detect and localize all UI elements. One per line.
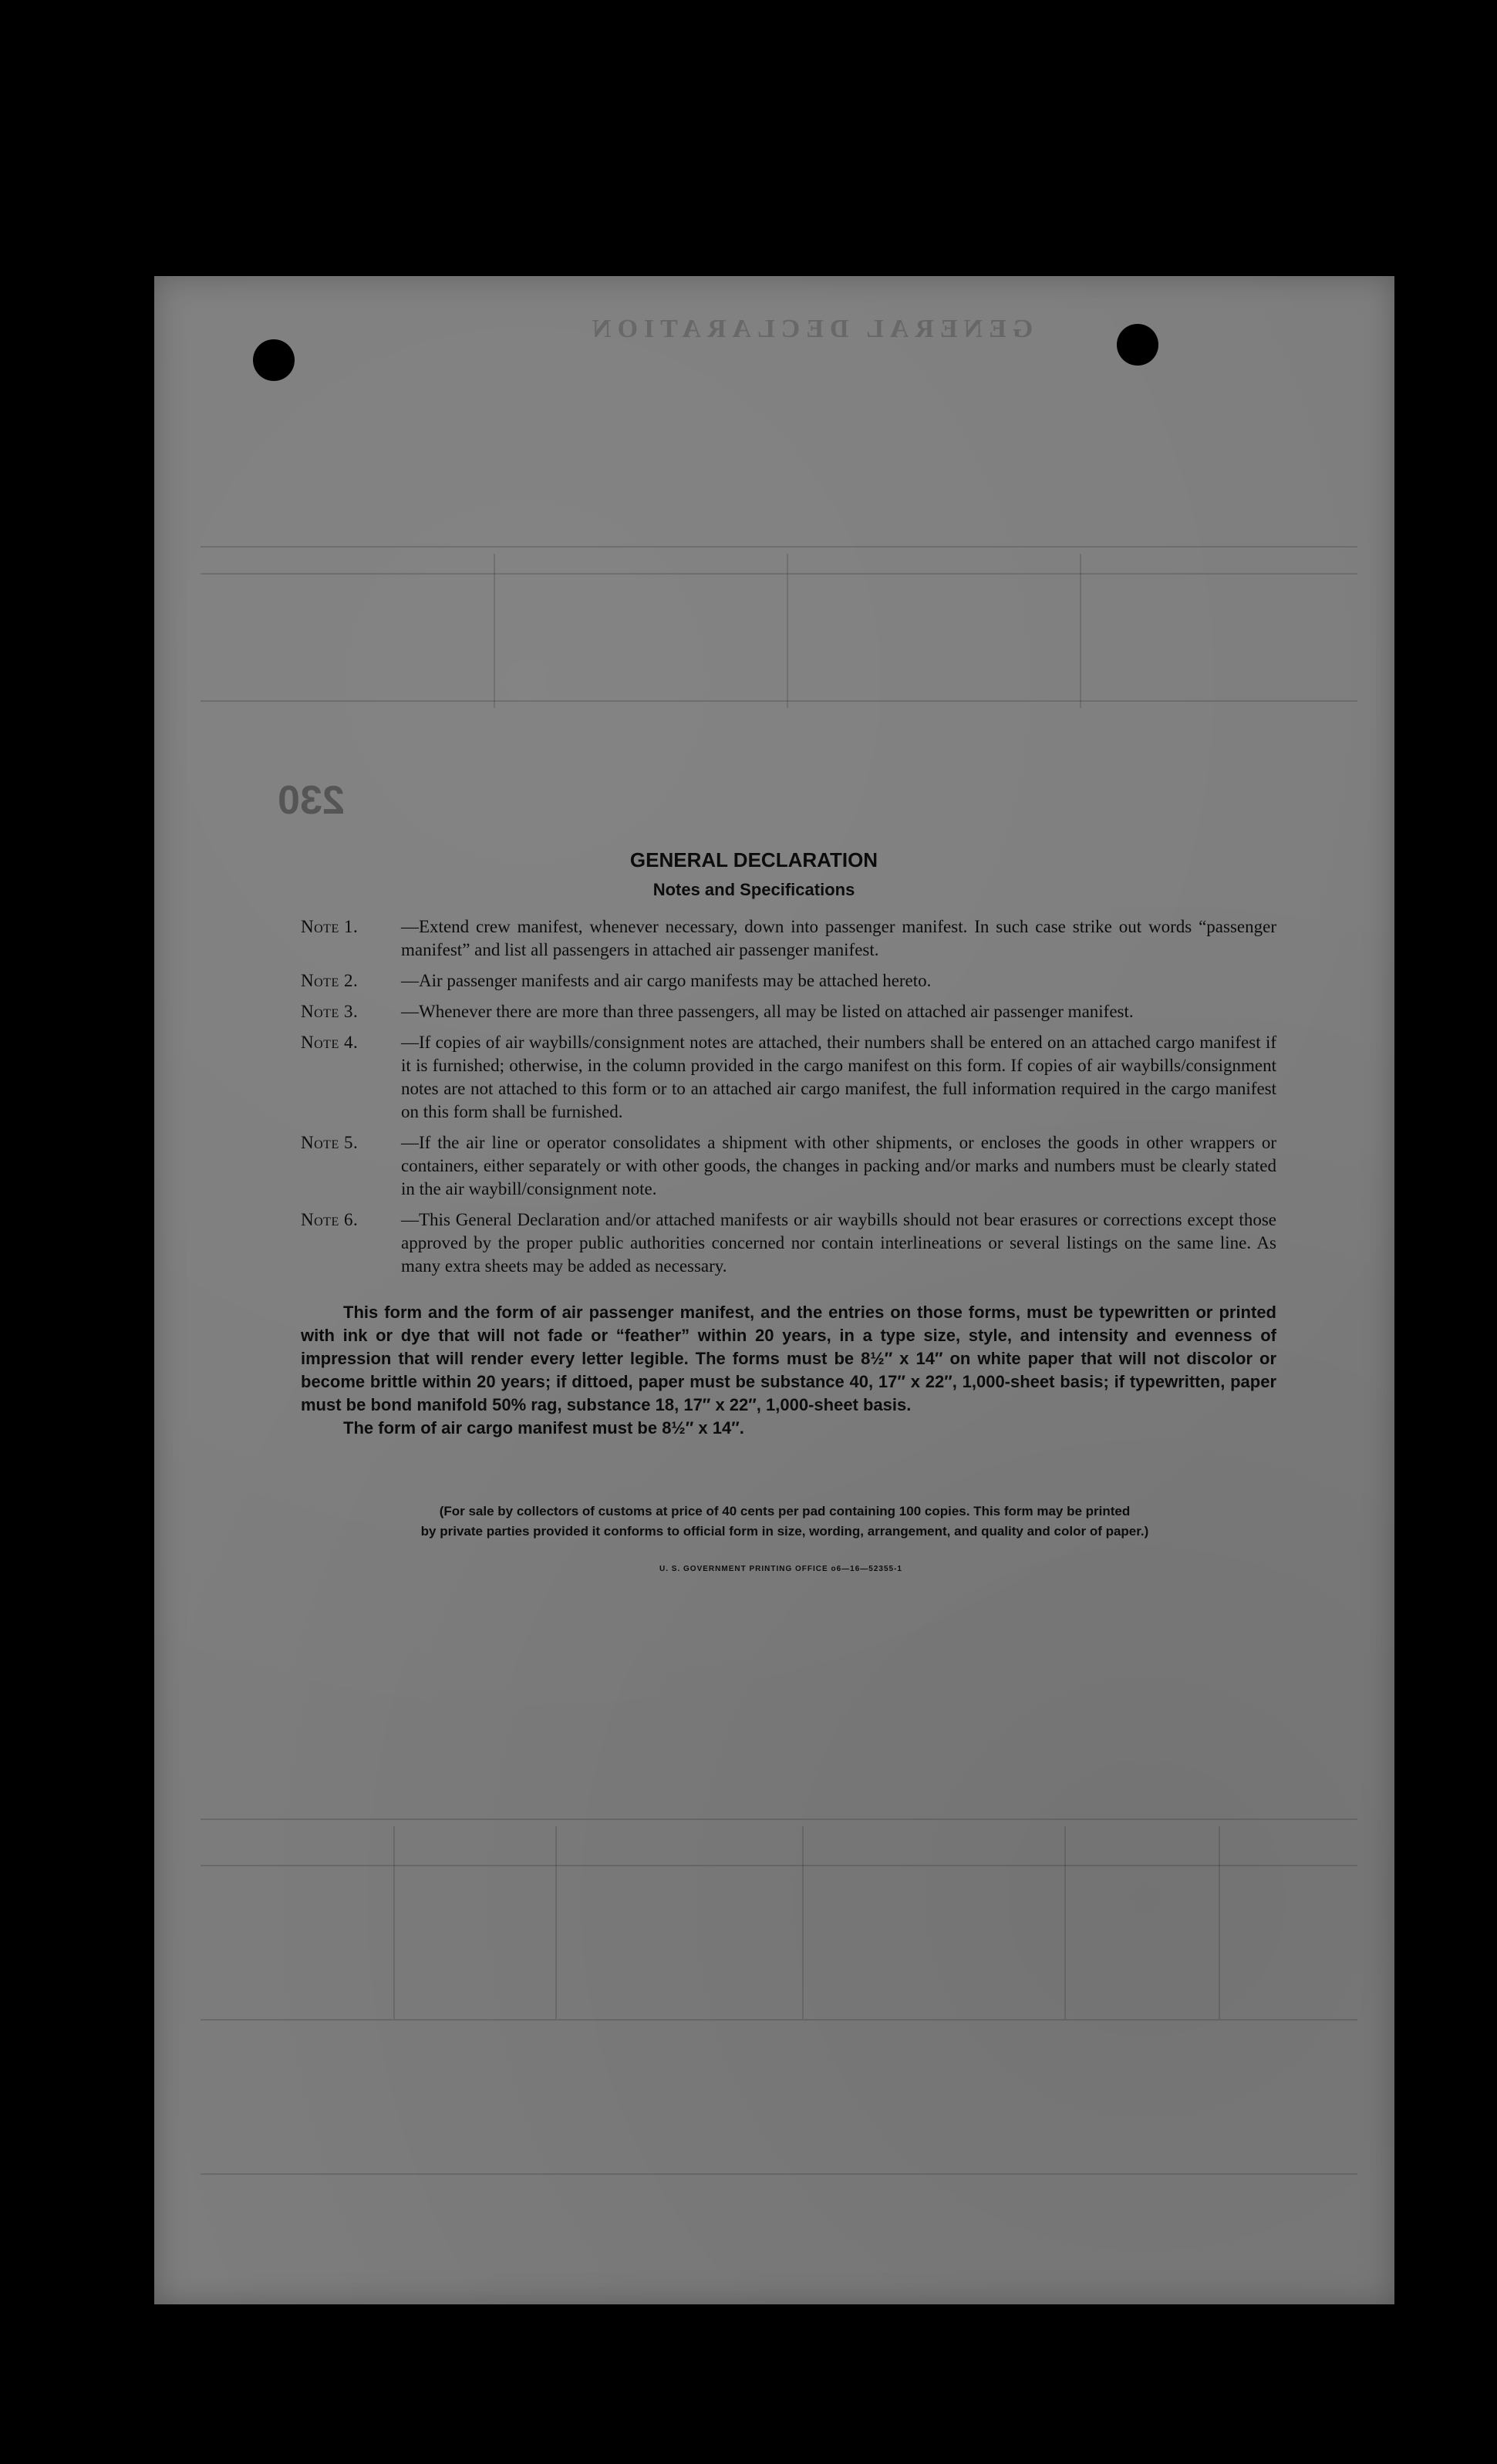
note-text: —This General Declaration and/or attached manifests or air waybills should not bear erasures or corrections except those approved by the proper public authorities concerned nor contain interlineations or several listings on the same line. As many extra sheets may be added as necessary. [401, 1210, 1276, 1276]
bleed-through-column [393, 1826, 395, 2019]
bleed-through-column [1064, 1826, 1066, 2019]
bleed-through-rule [201, 1819, 1357, 1820]
note-3 [301, 1000, 1276, 1023]
bleed-through-rule [201, 546, 1357, 548]
note-text: —If the air line or operator consolidates a shipment with other shipments, or encloses the goods in other wrappers or containers, either separately or with other goods, the changes in packing and/or marks and numbers must be clearly stated in the air waybill/consignment note. [401, 1133, 1276, 1198]
bleed-through-rule [201, 1865, 1357, 1866]
bleed-through-rule [201, 2173, 1357, 2175]
bleed-through-title: GENERAL DECLARATION [586, 315, 1033, 343]
sale-notice [293, 1502, 1276, 1542]
note-text: —If copies of air waybills/consignment notes are attached, their numbers shall be entered on an attached cargo manifest if it is furnished; otherwise, in the column provided in the cargo manifest on this form. If copies of air waybills/consignment notes are not attached to this form or to an attached air cargo manifest, the full information required in the cargo manifest on this form shall be furnished. [401, 1033, 1276, 1121]
sale-notice-line: (For sale by collectors of customs at price of 40 cents per pad containing 100 copies. This form may be printed [439, 1504, 1131, 1519]
note-4 [301, 1031, 1276, 1124]
bleed-through-column [555, 1826, 557, 2019]
sale-notice-line: by private parties provided it conforms to official form in size, wording, arrangement, and quality and color of paper.) [420, 1524, 1149, 1539]
note-label: Note 4. [301, 1033, 359, 1052]
punch-hole-left [253, 339, 295, 381]
punch-hole-right [1117, 324, 1158, 366]
bleed-through-column [787, 554, 788, 708]
form-specification-paragraph: This form and the form of air passenger manifest, and the entries on those forms, must be typewritten or printed with ink or dye that will not fade or “feather” within 20 years, in a type size, style, and intensity and evenness of impression that will render every letter legible. The forms must be 8½″ x 14″ on white paper that will not discolor or become brittle within 20 years; if dittoed, paper must be substance 40, 17″ x 22″, 1,000-sheet basis; if typewritten, paper must be bond manifold 50% rag, substance 18, 17″ x 22″, 1,000-sheet basis. [301, 1303, 1276, 1414]
bleed-through-column [1219, 1826, 1220, 2019]
note-1 [301, 915, 1276, 962]
notes-list [301, 915, 1276, 1278]
bleed-through-column [1080, 554, 1081, 708]
cargo-manifest-size-paragraph: The form of air cargo manifest must be 8½″ x 14″. [343, 1418, 744, 1438]
note-text: —Whenever there are more than three passengers, all may be listed on attached air passenger manifest. [401, 1002, 1134, 1021]
note-6 [301, 1208, 1276, 1278]
note-text: —Extend crew manifest, whenever necessary, down into passenger manifest. In such case strike out words “passenger manifest” and list all passengers in attached air passenger manifest. [401, 917, 1276, 959]
bleed-through-rule [201, 573, 1357, 575]
bleed-through-rule [201, 700, 1357, 702]
bleed-through-column [802, 1826, 804, 2019]
note-label: Note 3. [301, 1002, 359, 1021]
note-label: Note 1. [301, 917, 359, 936]
note-label: Note 2. [301, 971, 359, 990]
bleed-through-column [494, 554, 495, 708]
note-text: —Air passenger manifests and air cargo manifests may be attached hereto. [401, 971, 932, 990]
page-title: GENERAL DECLARATION [629, 848, 878, 871]
note-5 [301, 1131, 1276, 1201]
note-2 [301, 969, 1276, 993]
note-label: Note 6. [301, 1210, 359, 1229]
printing-office-imprint: U. S. GOVERNMENT PRINTING OFFICE o6—16—52355-1 [659, 1565, 902, 1573]
bleed-through-stamp-number: 230 [278, 778, 345, 823]
declaration-notes [301, 848, 1276, 1573]
note-label: Note 5. [301, 1133, 359, 1152]
bleed-through-rule [201, 2019, 1357, 2021]
page-subtitle: Notes and Specifications [652, 880, 855, 899]
